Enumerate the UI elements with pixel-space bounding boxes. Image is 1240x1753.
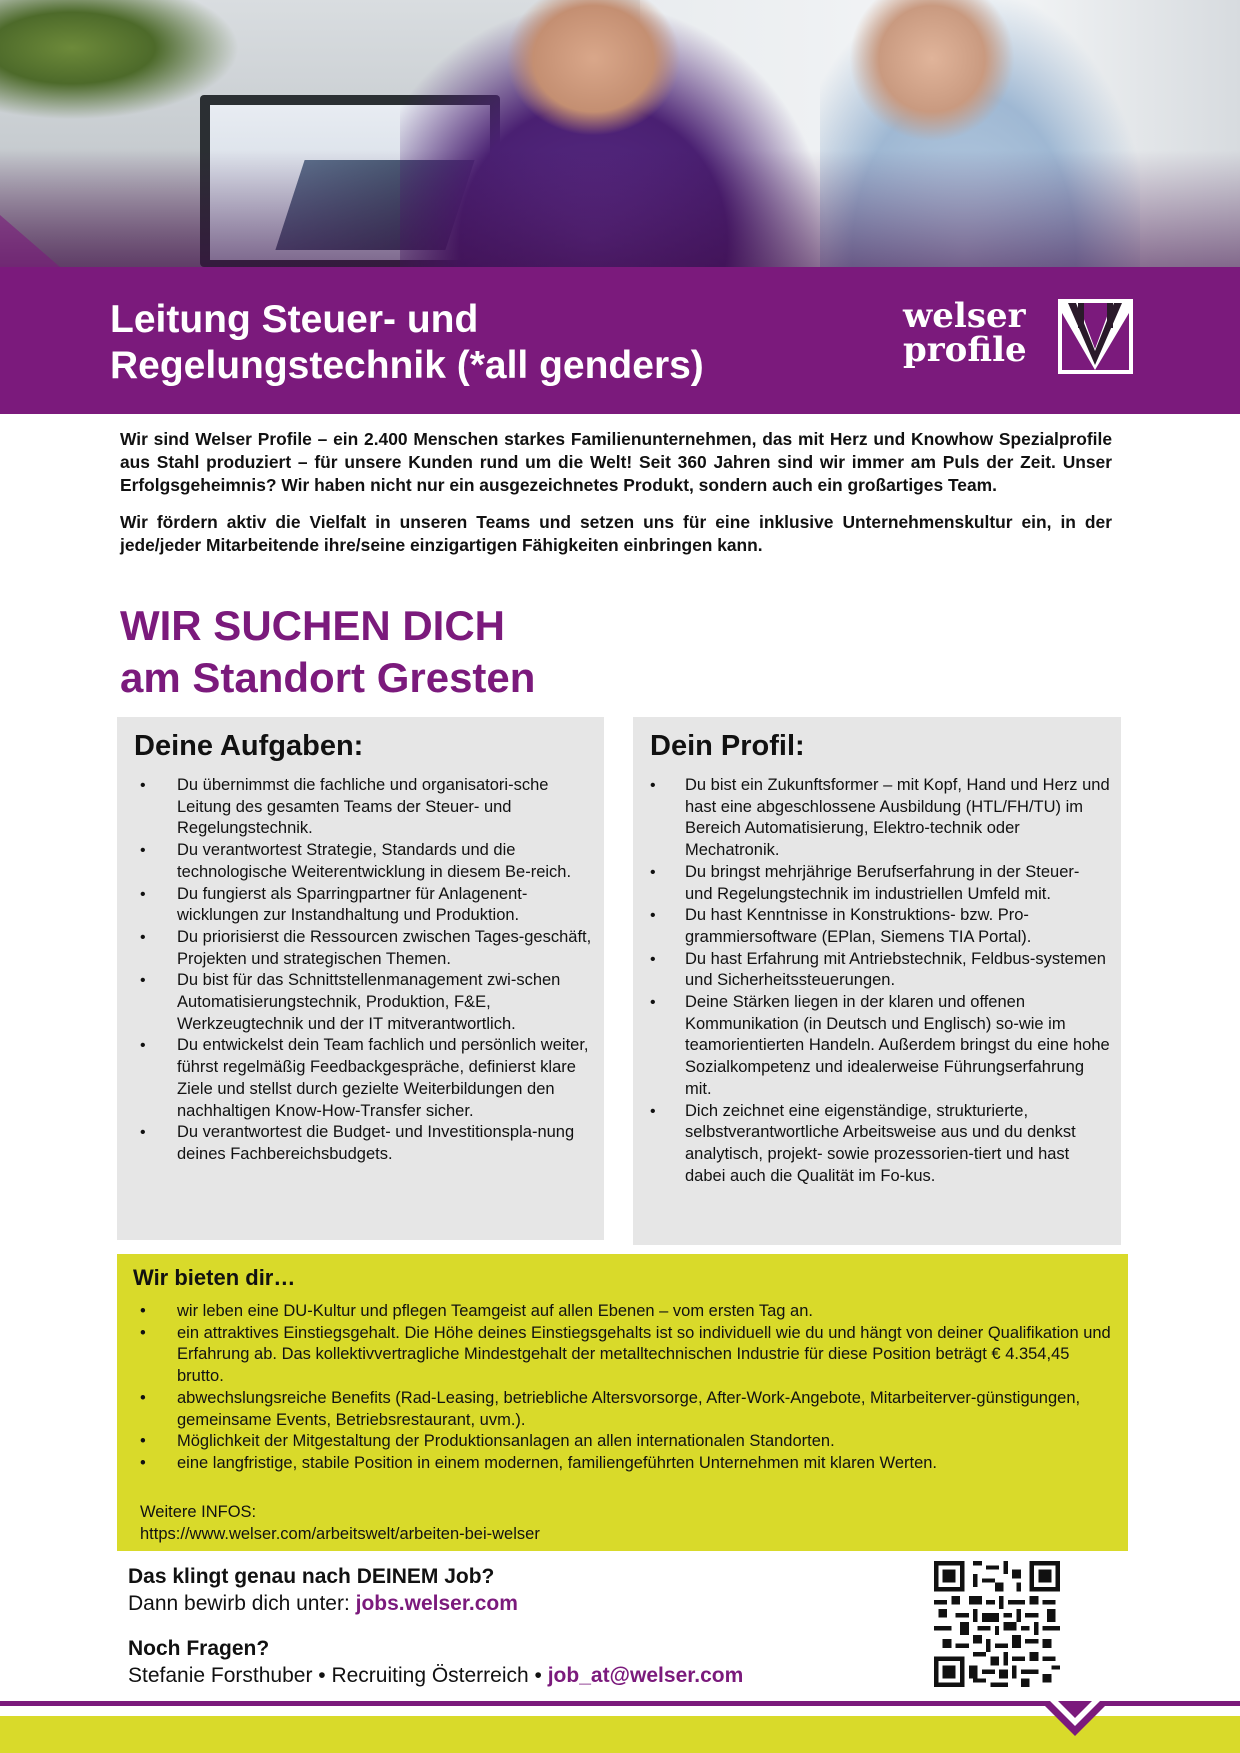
profile-list — [633, 775, 1111, 1187]
contact-section — [128, 1563, 928, 1689]
qr-code-icon[interactable] — [934, 1561, 1060, 1687]
apply-link[interactable]: jobs.welser.com — [355, 1592, 518, 1615]
tasks-title: Deine Aufgaben: — [134, 730, 364, 762]
tasks-panel — [117, 717, 604, 1240]
headline-line1: WIR SUCHEN DICH — [120, 602, 505, 649]
contact-line — [128, 1662, 928, 1689]
apply-text: Dann bewirb dich unter: — [128, 1592, 356, 1615]
list-item: • Du hast Kenntnisse in Konstruktions- bzw. Pro-grammiersoftware (EPlan, Siemens TIA Portal). — [633, 905, 1111, 948]
list-item: • wir leben eine DU-Kultur und pflegen Teamgeist auf allen Ebenen – vom ersten Tag an. — [117, 1301, 1112, 1323]
job-title-line2: Regelungstechnik (*all genders) — [110, 344, 704, 387]
hero-photo — [0, 0, 1240, 267]
list-item: • Du entwickelst dein Team fachlich und persönlich weiter, führst regelmäßig Feedbackgespräche, definierst klare Ziele und stellst durch gezielte Weiterbildungen den nachhaltigen Know-How-Transfer sicher. — [117, 1035, 592, 1122]
list-item: • ein attraktives Einstiegsgehalt. Die Höhe deines Einstiegsgehalts ist so individuell wie du und hängt von deiner Qualifikation und Erfahrung ab. Das kollektivvertragliche Mindestgehalt der metalltechnischen Industrie für diese Position beträgt € 4.354,45 brutto. — [117, 1323, 1112, 1388]
apply-question: Das klingt genau nach DEINEM Job? — [128, 1565, 495, 1588]
list-item: • Du bist für das Schnittstellenmanagement zwi-schen Automatisierungstechnik, Produktion, F&E, Werkzeugtechnik und der IT mitverantwortlich. — [117, 970, 592, 1035]
list-item: • Dich zeichnet eine eigenständige, strukturierte, selbstverantwortliche Arbeitsweise aus und du denkst analytisch, projekt- sowie prozessorien-tiert und hast dabei auch die Qualität im Fo-kus. — [633, 1101, 1111, 1188]
headline-line2: am Standort Gresten — [120, 654, 536, 701]
list-item: • Du fungierst als Sparringpartner für Anlagenent-wicklungen zur Instandhaltung und Produktion. — [117, 884, 592, 927]
intro-text — [120, 428, 1112, 571]
offer-title: Wir bieten dir… — [133, 1265, 296, 1290]
list-item: • Du bringst mehrjährige Berufserfahrung in der Steuer- und Regelungstechnik im industriellen Umfeld mit. — [633, 862, 1111, 905]
contact-person: Stefanie Forsthuber • Recruiting Österreich • — [128, 1664, 548, 1687]
apply-line — [128, 1590, 928, 1617]
list-item: • Du übernimmst die fachliche und organisatori-sche Leitung des gesamten Teams der Steuer- und Regelungstechnik. — [117, 775, 592, 840]
questions-title: Noch Fragen? — [128, 1637, 270, 1660]
list-item: • Du bist ein Zukunftsformer – mit Kopf, Hand und Herz und hast eine abgeschlossene Ausbildung (HTL/FH/TU) im Bereich Automatisierung, Elektro-technik oder Mechatronik. — [633, 775, 1111, 862]
footer-stripe — [0, 1696, 1240, 1753]
logo-text-line1: welser — [903, 296, 1026, 336]
title-band — [0, 267, 1240, 414]
hero-chevron-overlay — [0, 0, 1240, 267]
more-info — [140, 1502, 540, 1545]
more-info-label: Weitere INFOS: — [140, 1503, 257, 1521]
list-item: • Möglichkeit der Mitgestaltung der Produktionsanlagen an allen internationalen Standorten. — [117, 1431, 1112, 1453]
list-item: • abwechslungsreiche Benefits (Rad-Leasing, betriebliche Altersvorsorge, After-Work-Angebote, Mitarbeiterver-günstigungen, gemeinsame Events, Betriebsrestaurant, uvm.). — [117, 1388, 1112, 1431]
welser-logo-mark-icon — [1058, 299, 1133, 374]
list-item: • Deine Stärken liegen in der klaren und offenen Kommunikation (in Deutsch und Englisch) so-wie im teamorientierten Handeln. Außerdem bringst du eine hohe Sozialkompetenz und idealerweise Führungserfahrung mit. — [633, 992, 1111, 1101]
list-item: • Du verantwortest Strategie, Standards und die technologische Weiterentwicklung in diesem Be-reich. — [117, 840, 592, 883]
tasks-list — [117, 775, 592, 1166]
contact-email-link[interactable]: job_at@welser.com — [547, 1664, 744, 1687]
list-item: • Du verantwortest die Budget- und Investitionspla-nung deines Fachbereichsbudgets. — [117, 1122, 592, 1165]
job-title-line1: Leitung Steuer- und — [110, 298, 479, 341]
offer-list — [117, 1301, 1112, 1475]
offer-panel — [117, 1254, 1128, 1551]
more-info-link[interactable]: https://www.welser.com/arbeitswelt/arbeiten-bei-welser — [140, 1524, 540, 1543]
intro-paragraph-2: Wir fördern aktiv die Vielfalt in unseren Teams und setzen uns für eine inklusive Unternehmenskultur ein, in der jede/jeder Mitarbeitende ihre/seine einzigartigen Fähigkeiten einbringen kann. — [120, 512, 1112, 555]
logo-text — [903, 296, 1027, 370]
headline — [120, 600, 535, 704]
profile-title: Dein Profil: — [650, 730, 805, 762]
list-item: • Du priorisierst die Ressourcen zwischen Tages-geschäft, Projekten und strategischen Themen. — [117, 927, 592, 970]
welser-profile-logo — [903, 297, 1143, 377]
list-item: • eine langfristige, stabile Position in einem modernen, familiengeführten Unternehmen mit klaren Werten. — [117, 1453, 1112, 1475]
job-title — [110, 297, 790, 389]
list-item: • Du hast Erfahrung mit Antriebstechnik, Feldbus-systemen und Sicherheitssteuerungen. — [633, 949, 1111, 992]
profile-panel — [633, 717, 1121, 1245]
logo-text-line2: profile — [903, 330, 1027, 370]
intro-paragraph-1: Wir sind Welser Profile – ein 2.400 Menschen starkes Familienunternehmen, das mit Herz und Knowhow Spezialprofile aus Stahl produziert – für unsere Kunden rund um die Welt! Seit 360 Jahren sind wir immer am Puls der Zeit. Unser Erfolgsgeheimnis? Wir haben nicht nur ein ausgezeichnetes Produkt, sondern auch ein großartiges Team. — [120, 429, 1112, 495]
